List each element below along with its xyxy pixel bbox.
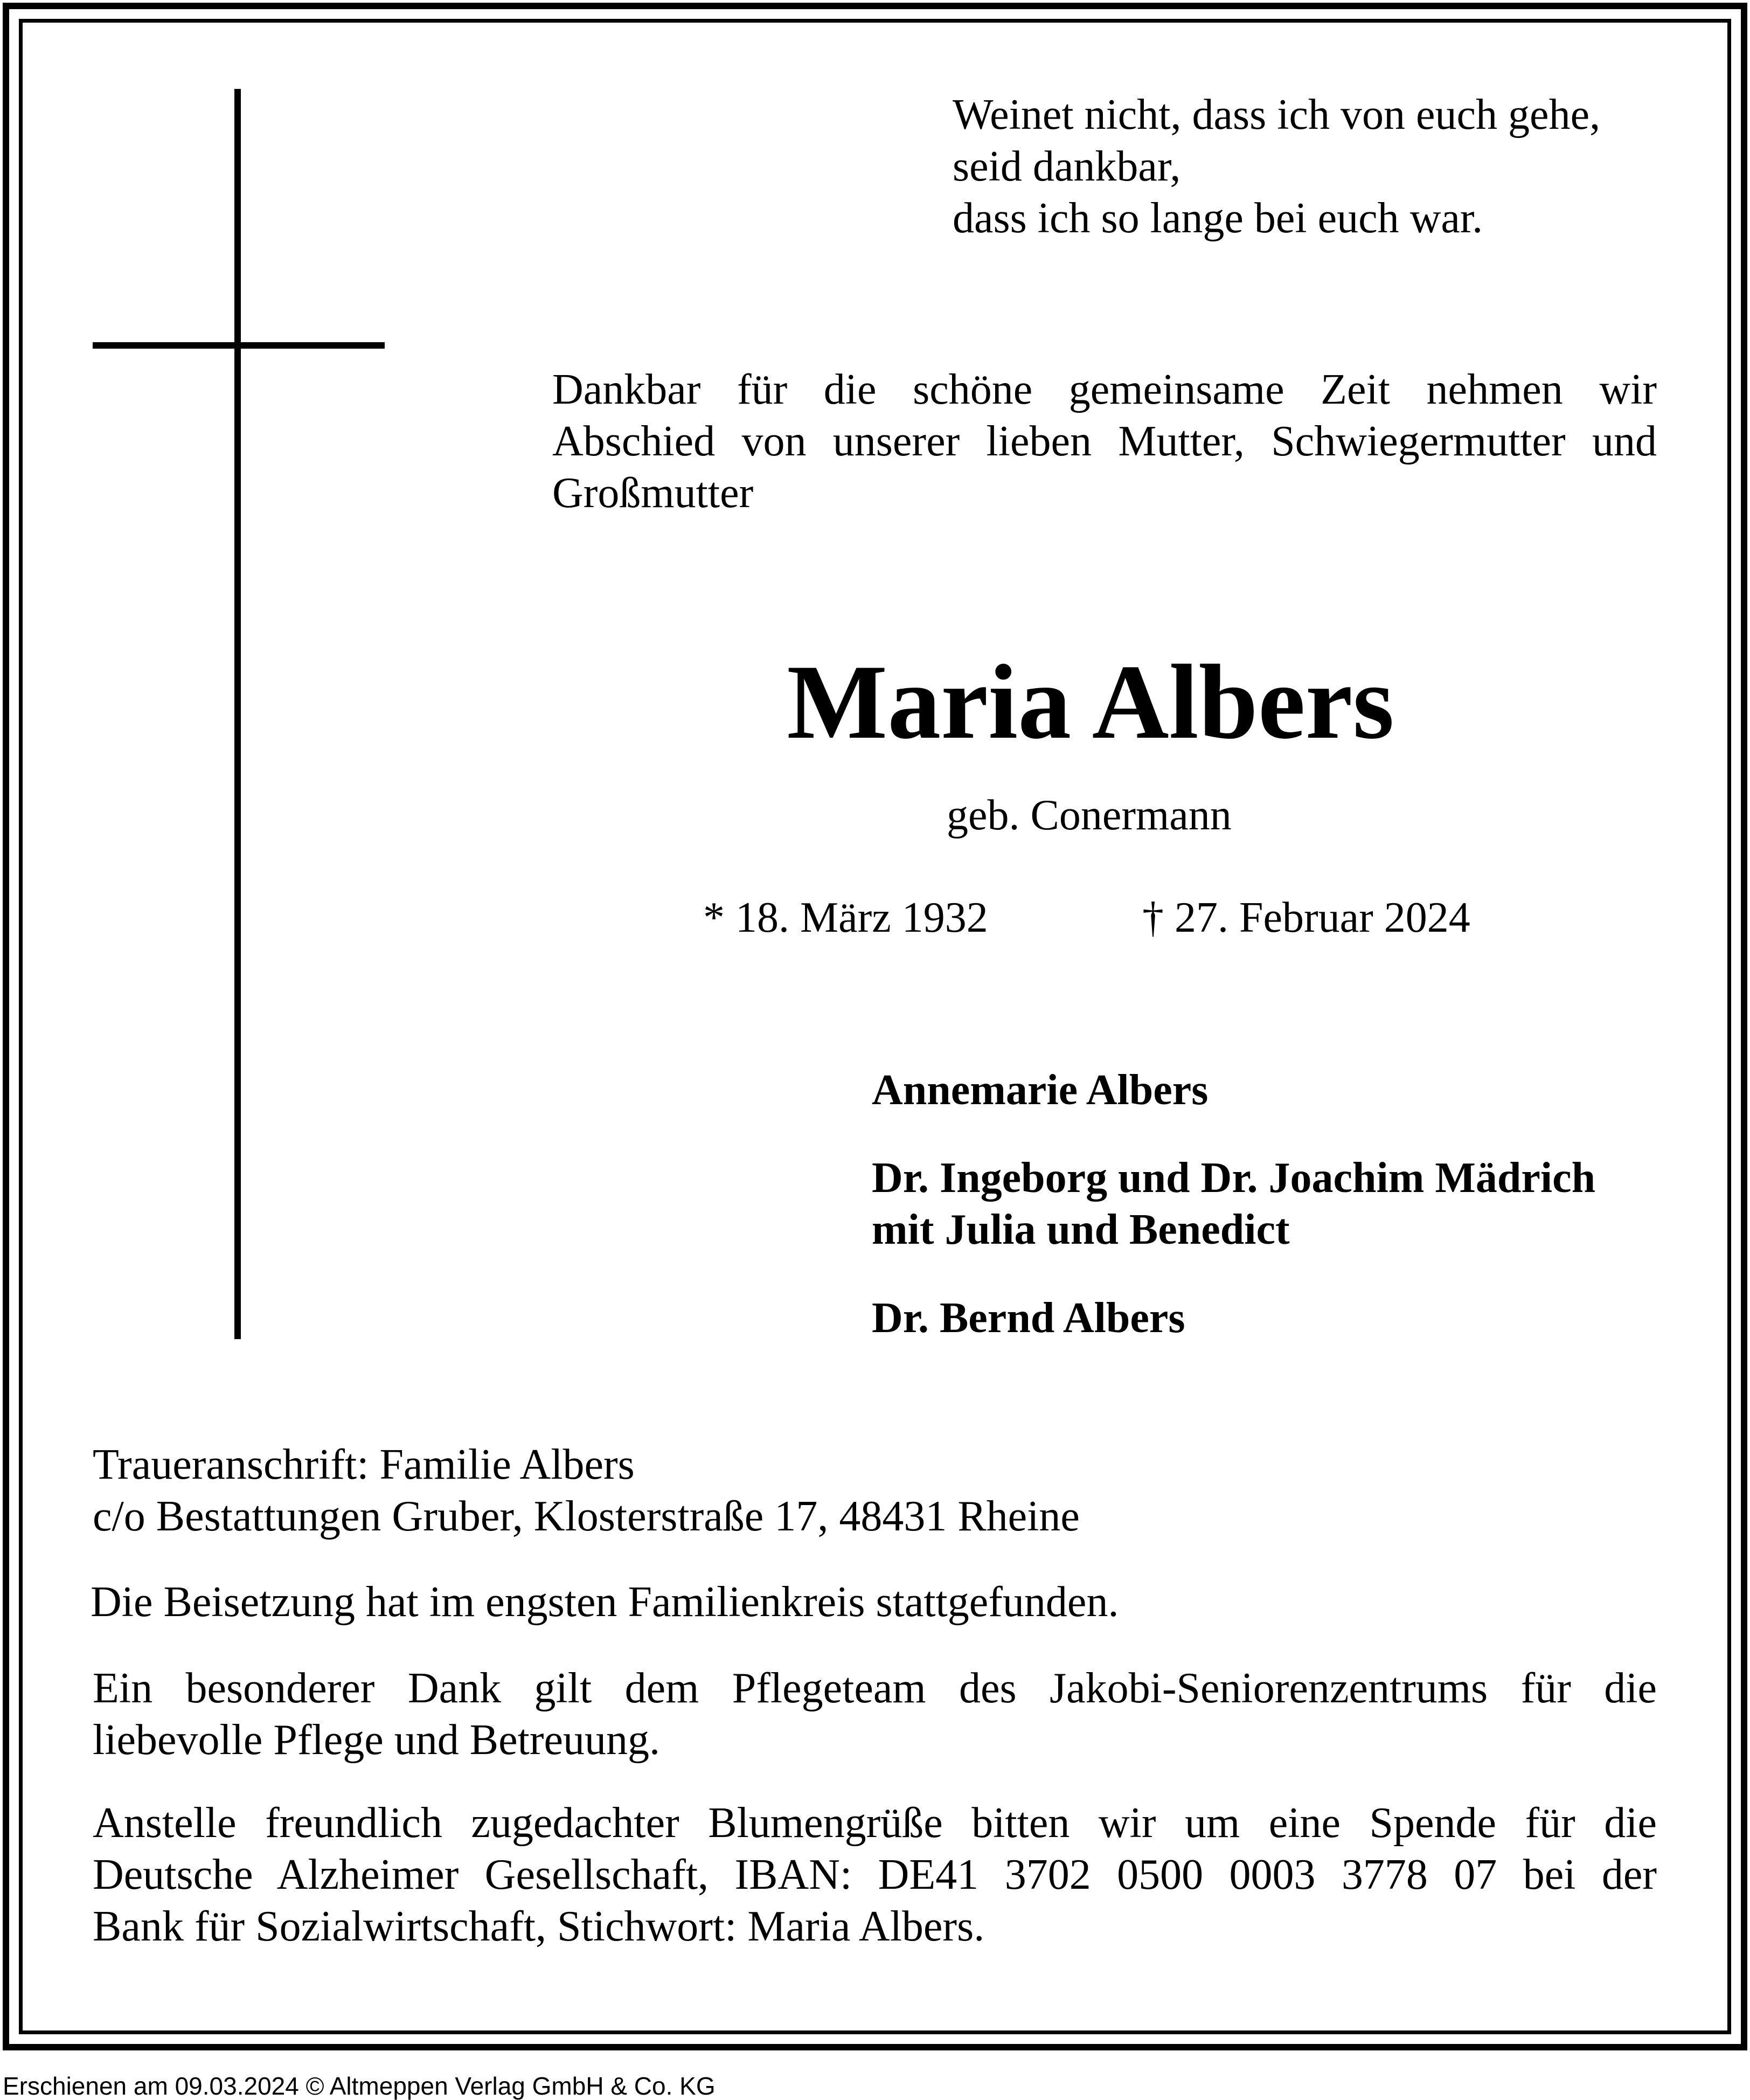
mourner-line: mit Julia und Benedict (872, 1206, 1290, 1253)
mourner-entry (872, 1064, 1208, 1116)
birth-date: * 18. März 1932 (703, 894, 988, 941)
donation-paragraph (93, 1797, 1657, 1952)
burial-note: Die Beisetzung hat im engsten Familienkreis stattgefunden. (91, 1578, 1119, 1626)
thanks-line: Ein besonderer Dank gilt dem Pflegeteam des Jakobi-Seniorenzentrums für die (93, 1665, 1657, 1712)
mourner-line: Dr. Ingeborg und Dr. Joachim Mädrich (872, 1154, 1596, 1202)
donation-line: Anstelle freundlich zugedachter Blumengrüße bitten wir um eine Spende für die (93, 1799, 1657, 1847)
verse-line: dass ich so lange bei euch war. (953, 195, 1483, 242)
donation-line: Bank für Sozialwirtschaft, Stichwort: Maria Albers. (93, 1903, 985, 1950)
cross-horizontal-bar (93, 342, 385, 349)
publication-footer: Erschienen am 09.03.2024 © Altmeppen Verlag GmbH & Co. KG (3, 2072, 716, 2100)
verse-line: Weinet nicht, dass ich von euch gehe, (953, 91, 1601, 138)
intro-line: Großmutter (552, 469, 754, 517)
death-date: † 27. Februar 2024 (1142, 894, 1470, 941)
address-line: c/o Bestattungen Gruber, Klosterstraße 17, 48431 Rheine (93, 1493, 1080, 1540)
mourner-entry (872, 1292, 1185, 1344)
deceased-name: Maria Albers (787, 643, 1394, 761)
thanks-line: liebevolle Pflege und Betreuung. (93, 1716, 661, 1764)
verse-line: seid dankbar, (953, 143, 1181, 190)
mourner-line: Dr. Bernd Albers (872, 1294, 1185, 1342)
intro-line: Dankbar für die schöne gemeinsame Zeit nehmen wir (552, 366, 1657, 413)
birth-name: geb. Conermann (947, 792, 1232, 839)
donation-line: Deutsche Alzheimer Gesellschaft, IBAN: DE41 3702 0500 0003 3778 07 bei der (93, 1851, 1657, 1898)
thanks-paragraph (93, 1662, 1657, 1766)
address-line: Traueranschrift: Familie Albers (93, 1441, 635, 1488)
verse (953, 89, 1600, 244)
mourner-line: Annemarie Albers (872, 1066, 1209, 1114)
mourner-entry (872, 1152, 1595, 1256)
mourning-address (93, 1439, 1080, 1542)
intro-line: Abschied von unserer lieben Mutter, Schwiegermutter und (552, 418, 1657, 465)
intro-text (552, 364, 1657, 519)
